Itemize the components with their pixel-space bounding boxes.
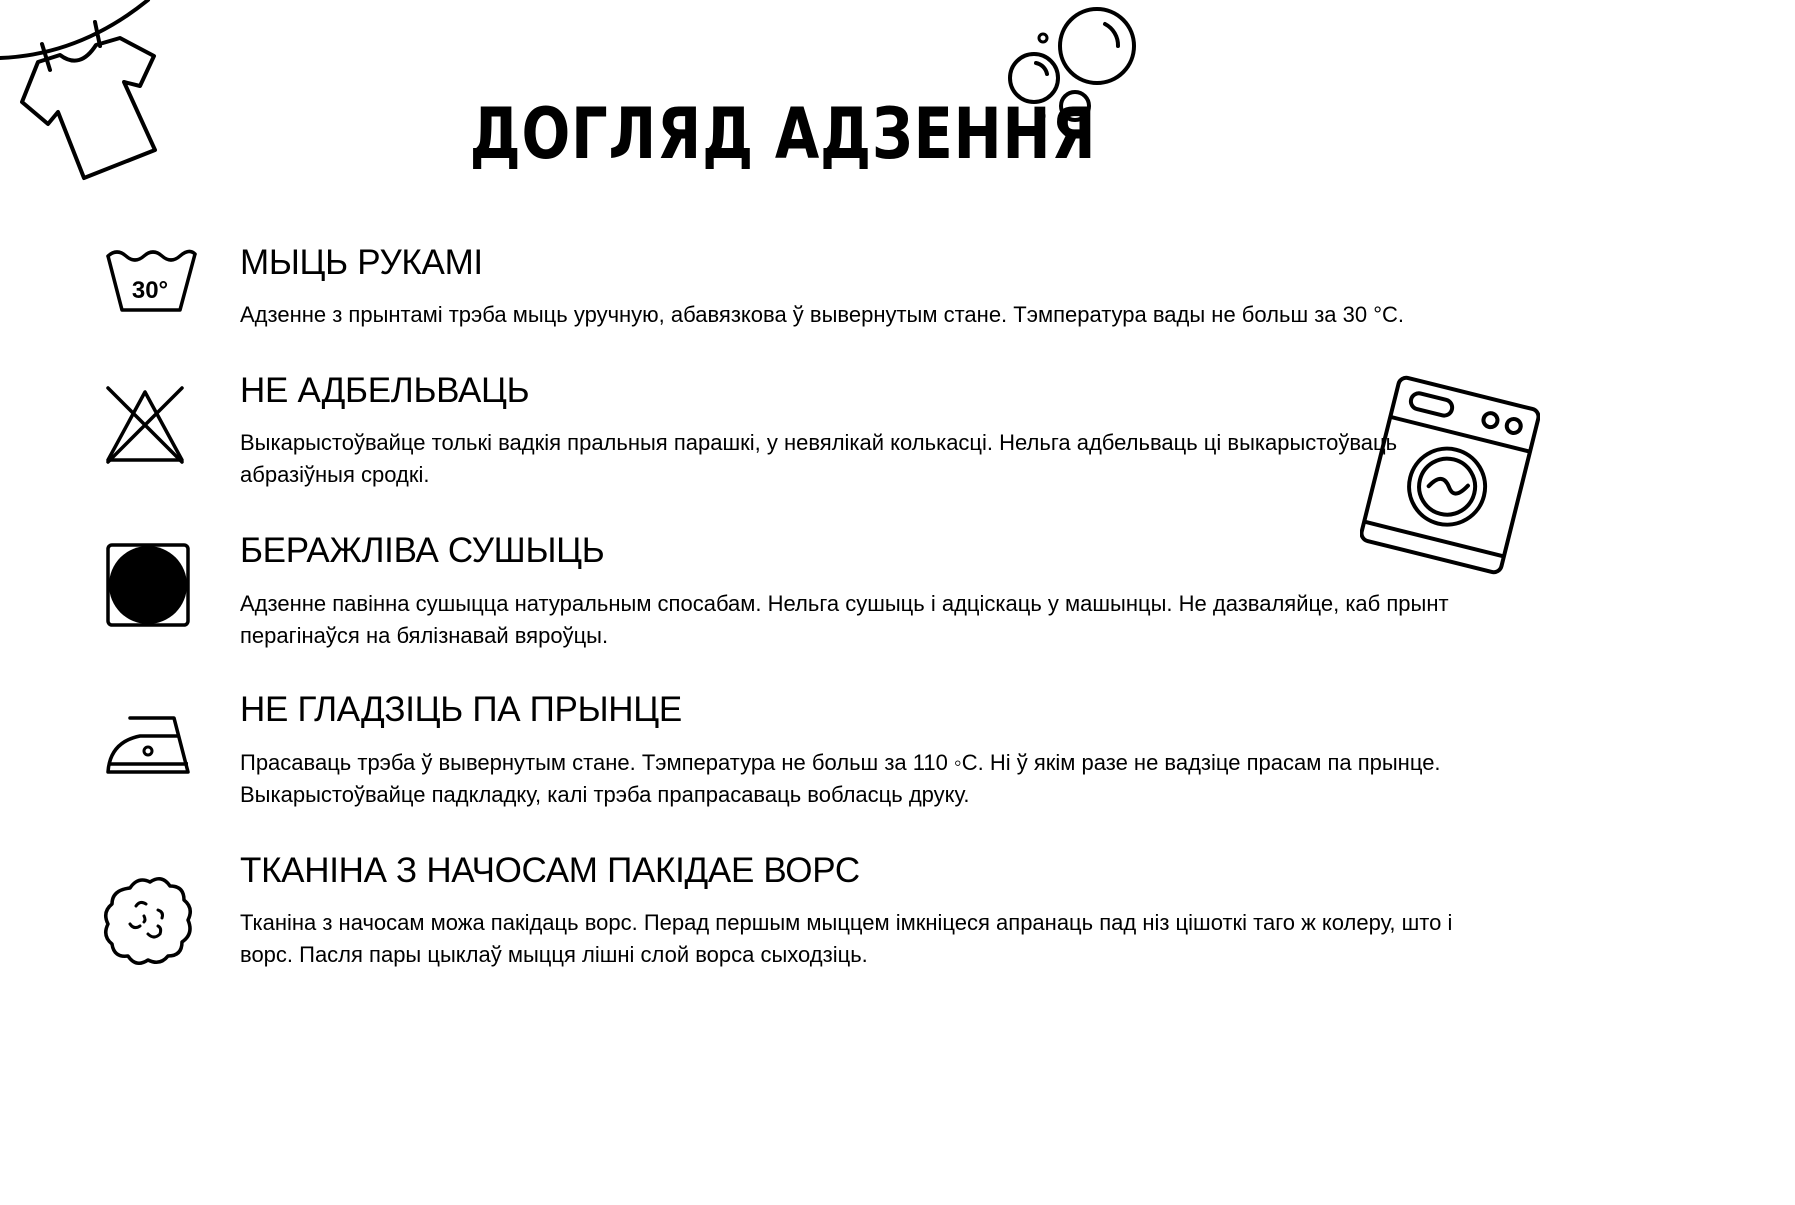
care-item-text: Адзенне з прынтамі трэба мыць уручную, абавязкова ў вывернутым стане. Тэмпература вады не больш за 30 °С. [240,302,1405,327]
care-item-heading: БЕРАЖЛІВА СУШЫЦЬ [240,531,605,570]
care-item-text: Адзенне павінна сушыцца натуральным спосабам. Нельга сушыць і адціскаць у машынцы. Не дазваляйце, каб прынт перагінаўся на бялізнавай вяроўцы. [240,591,1449,648]
tumble-dry-icon [100,541,196,631]
do-not-bleach-icon [100,384,190,466]
iron-low-heat-icon [100,712,196,778]
care-item-heading: ТКАНІНА З НАЧОСАМ ПАКІДАЕ ВОРС [240,851,860,890]
fleece-lint-icon [100,872,196,968]
hand-wash-temperature: 30° [131,277,169,304]
hand-wash-30-icon [100,246,200,318]
care-item-text: Прасаваць трэба ў вывернутым стане. Тэмпература не больш за 110 ◦С. Ні ў якім разе не вадзіце прасам па прынце. Выкарыстоўвайце падкладку, калі трэба прапрасаваць вобласць друку. [240,750,1441,807]
care-item-text: Тканіна з начосам можа пакідаць ворс. Перад першым мыццем імкніцеся апранаць пад ніз цішоткі таго ж колеру, што і ворс. Пасля пары цыклаў мыцця лішні слой ворса сыходзіць. [240,910,1453,967]
care-item-text: Выкарыстоўвайце толькі вадкія пральныя парашкі, у невялікай колькасці. Нельга адбельваць ці выкарыстоўваць абразіўныя сродкі. [240,430,1398,487]
care-item-heading: МЫЦЬ РУКАМІ [240,243,483,282]
page-title: ДОГЛЯД АДЗЕННЯ [469,93,1097,175]
care-item-heading: НЕ АДБЕЛЬВАЦЬ [240,371,530,410]
care-item-heading: НЕ ГЛАДЗІЦЬ ПА ПРЫНЦЕ [240,690,682,729]
